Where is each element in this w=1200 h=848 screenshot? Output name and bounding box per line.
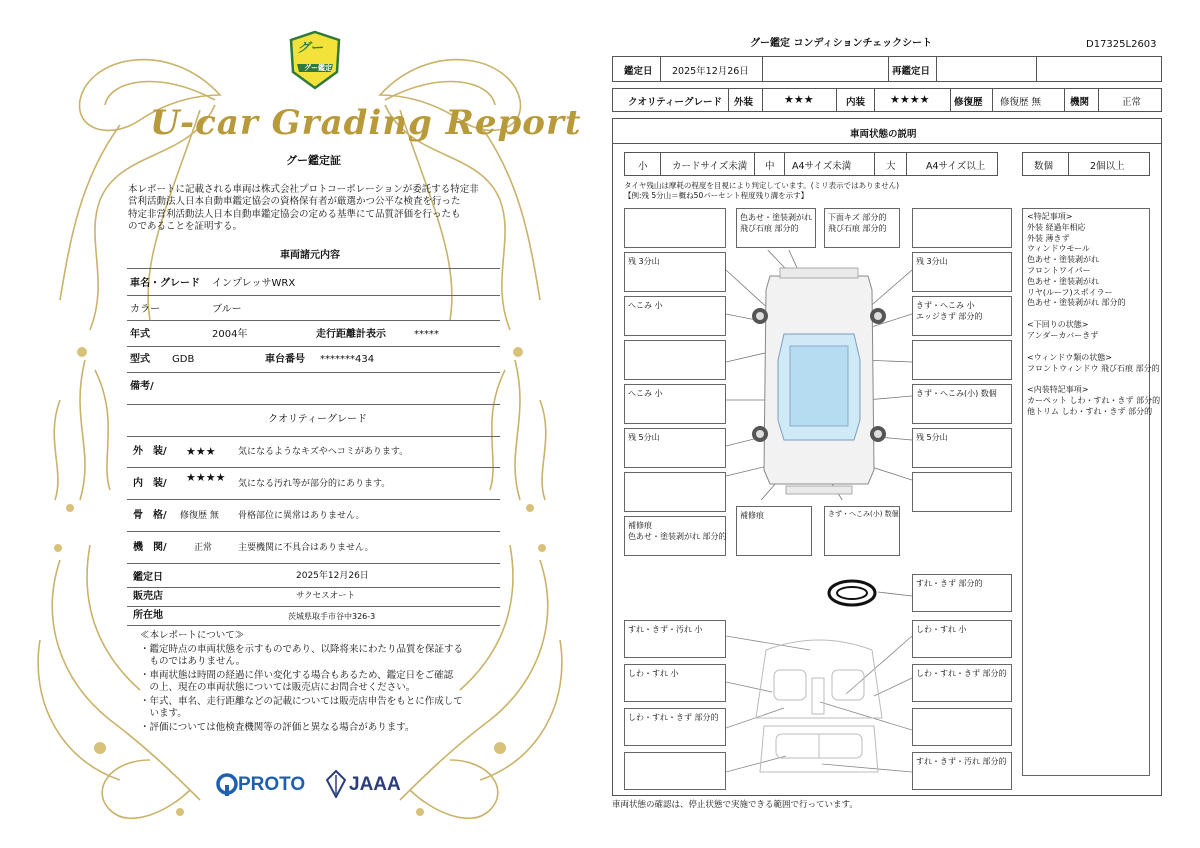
badge-label: グー鑑定 <box>304 64 332 72</box>
exterior-note-box <box>912 472 1012 512</box>
divider <box>127 372 500 373</box>
special-notes-box <box>1022 208 1161 776</box>
note-text: 残 3分山 <box>916 257 948 266</box>
divider <box>950 88 951 112</box>
exterior-label: 外 装/ <box>133 446 167 457</box>
engine-value: 正常 <box>194 543 213 553</box>
special-note-line: 色あせ・塗装剥がれ <box>1027 255 1099 265</box>
divider <box>1064 88 1065 112</box>
exterior-note-box <box>624 340 726 380</box>
car-interior-diagram <box>726 622 912 790</box>
appraisal-date-label: 鑑定日 <box>624 66 653 77</box>
certificate-subtitle: グー鑑定証 <box>286 154 341 167</box>
exterior-note-box <box>912 428 1012 468</box>
interior-note-box <box>624 752 726 790</box>
note-text: へこみ 小 <box>628 389 663 398</box>
repair-history-label: 修復歴 <box>954 97 983 108</box>
interior-note-box <box>912 708 1012 746</box>
divider <box>127 606 500 607</box>
state-heading: 車両状態の説明 <box>850 129 917 140</box>
mileage-label: 走行距離計表示 <box>316 329 386 340</box>
note-text: しわ・すれ・きず 部分的 <box>628 713 719 722</box>
special-note-line: 外装 経過年相応 <box>1027 222 1086 232</box>
exterior-note-box <box>824 506 900 556</box>
legend-count-desc: 2個以上 <box>1090 161 1125 172</box>
exterior-note-box <box>912 208 1012 248</box>
exterior-note-box <box>736 208 816 248</box>
engine-label: 機 関/ <box>133 542 167 553</box>
exterior-note-box <box>624 384 726 424</box>
engine-label: 機関 <box>1070 97 1090 108</box>
note-text: 色あせ・塗装剥がれ <box>740 213 812 222</box>
divider <box>888 56 889 82</box>
divider <box>127 563 500 564</box>
note-text: 残 5分山 <box>628 433 660 442</box>
quality-heading: クオリティーグレード <box>268 414 367 425</box>
divider <box>612 143 1162 144</box>
divider <box>762 56 763 82</box>
certificate-title: U-car Grading Report <box>150 103 582 143</box>
intro-line: のであることを証明する。 <box>128 221 243 233</box>
note-text: しわ・すれ・きず 部分的 <box>916 669 1007 678</box>
divider <box>127 295 500 296</box>
special-note-line: リヤ(ルーフ)スポイラー <box>1027 287 1113 297</box>
note-line: ・鑑定時点の車両状態を示すものであり、以降将来にわたり品質を保証する <box>140 644 464 655</box>
interior-note-box <box>624 620 726 658</box>
note-text: 色あせ・塗装剥がれ 部分的 <box>628 532 727 542</box>
divider <box>728 88 729 112</box>
frame-label: 骨 格/ <box>133 510 167 521</box>
exterior-note-box <box>624 208 726 248</box>
special-note-line: 他トリム しわ・すれ・きず 部分的 <box>1027 406 1153 416</box>
intro-line: 特定非営利活動法人日本自動車鑑定協会の定める基準にて品質評価を行ったも <box>128 208 461 220</box>
spacer <box>1027 309 1145 320</box>
legend-large: 大 <box>886 161 896 172</box>
interior-note-box <box>624 708 726 746</box>
dealer-name: サクセスオート <box>296 591 356 601</box>
exterior-note-box <box>624 252 726 292</box>
note-line: ・年式、車名、走行距離などの記載については販売店申告をもとに作成して <box>140 696 463 707</box>
exterior-description: 気になるようなキズやヘコミがあります。 <box>238 447 409 457</box>
divider <box>1068 152 1069 176</box>
engine-description: 主要機関に不具合はありません。 <box>238 543 374 553</box>
document-id: D17325L2603 <box>1086 39 1157 50</box>
special-note-line: ウィンドウモール <box>1027 244 1091 254</box>
year-value: 2004年 <box>212 329 248 340</box>
jaaa-logo-icon <box>326 770 346 798</box>
special-note-line: <特記事項> <box>1027 212 1073 221</box>
divider <box>906 152 907 176</box>
exterior-note-box <box>624 472 726 512</box>
divider <box>127 467 500 468</box>
tire-example-note: 【例:残 5分山＝概ね50パーセント程度残り溝を示す】 <box>624 191 809 200</box>
location-value: 茨城県取手市谷中326-3 <box>288 612 376 621</box>
special-note-line: <内装特記事項> <box>1027 385 1089 395</box>
condition-check-sheet <box>600 0 1200 848</box>
note-line: ・評価については他検査機関等の評価と異なる場合があります。 <box>140 722 415 733</box>
special-note-line: アンダーカバーきず <box>1027 330 1099 340</box>
badge-logo-text: グー <box>297 41 324 56</box>
note-text: 飛び石痕 部分的 <box>740 224 799 234</box>
divider <box>127 531 500 532</box>
divider <box>127 268 500 269</box>
note-text: 補修痕 <box>628 521 652 530</box>
special-note-line: <下回りの状態> <box>1027 320 1089 330</box>
divider <box>127 346 500 347</box>
remarks-label: 備考/ <box>130 381 154 392</box>
interior-label: 内 装/ <box>133 478 167 489</box>
note-text: 残 3分山 <box>628 257 660 266</box>
spacer <box>1027 374 1145 385</box>
color-label: カラー <box>130 304 160 315</box>
exterior-note-box <box>912 384 1012 424</box>
interior-note-box <box>912 620 1012 658</box>
goo-appraisal-badge-icon <box>287 30 343 92</box>
dealer-label: 販売店 <box>133 591 163 602</box>
divider <box>836 88 837 112</box>
exterior-note-box <box>912 340 1012 380</box>
note-text: きず・へこみ 小 <box>916 301 975 310</box>
mileage-value: ***** <box>414 329 439 340</box>
divider <box>1098 88 1099 112</box>
divider <box>660 56 661 82</box>
steering-wheel-icon <box>826 578 878 608</box>
divider <box>127 404 500 405</box>
proto-logo-icon <box>216 773 238 797</box>
note-text: きず・へこみ(小) 数個 <box>916 389 997 398</box>
note-text: しわ・すれ 小 <box>916 625 967 634</box>
divider <box>784 152 785 176</box>
legend-mid: 中 <box>765 161 775 172</box>
interior-note-box <box>624 664 726 702</box>
note-text: しわ・すれ 小 <box>628 669 679 678</box>
model-label: 型式 <box>130 354 150 365</box>
frame-description: 骨格部位に異常はありません。 <box>238 511 365 521</box>
year-label: 年式 <box>130 329 150 340</box>
divider <box>127 625 500 626</box>
legend-small: 小 <box>638 161 648 172</box>
repair-history-value: 修復歴 無 <box>1000 97 1042 108</box>
notes-heading: ≪本レポートについて≫ <box>140 630 245 641</box>
legend-mid-desc: A4サイズ未満 <box>792 161 852 172</box>
sheet-footer-note: 車両状態の確認は、停止状態で実施できる範囲で行っています。 <box>612 800 858 810</box>
car-exterior-diagram <box>726 250 912 500</box>
note-text: 残 5分山 <box>916 433 948 442</box>
note-text: 飛び石痕 部分的 <box>828 224 887 234</box>
spacer <box>1027 342 1145 353</box>
divider <box>660 152 661 176</box>
exterior-note-box <box>912 296 1012 336</box>
leader-line <box>878 590 914 598</box>
divider <box>992 88 993 112</box>
frame-value: 修復歴 無 <box>180 511 219 521</box>
exterior-note-box <box>824 208 900 248</box>
note-text: 補修痕 <box>740 511 764 520</box>
jaaa-logo-text: JAAA <box>349 774 401 795</box>
note-text: へこみ 小 <box>628 301 663 310</box>
note-text: すれ・きず 部分的 <box>916 579 983 588</box>
sheet-title: グー鑑定 コンディションチェックシート <box>750 38 933 49</box>
divider <box>754 152 755 176</box>
special-note-line: <ウィンドウ類の状態> <box>1027 352 1112 362</box>
chassis-value: *******434 <box>320 354 375 365</box>
divider <box>1036 56 1037 82</box>
exterior-stars: ★★★ <box>784 93 814 106</box>
interior-label: 内装 <box>846 97 866 108</box>
special-note-line: 色あせ・塗装剥がれ <box>1027 276 1099 286</box>
special-note-line: フロントワイパー <box>1027 265 1091 275</box>
special-note-line: 色あせ・塗装剥がれ 部分的 <box>1027 298 1126 308</box>
appraisal-date: 2025年12月26日 <box>296 571 369 581</box>
legend-large-desc: A4サイズ以上 <box>926 161 986 172</box>
spec-heading: 車両諸元内容 <box>280 250 340 261</box>
tire-note: タイヤ残山は摩耗の程度を目視により判定しています。(ミリ表示ではありません) <box>624 181 900 190</box>
color-value: ブルー <box>212 304 242 315</box>
note-line: の上、現在の車両状態については販売店にお問合せください。 <box>140 682 416 693</box>
appraisal-date: 2025年12月26日 <box>672 66 749 77</box>
exterior-label: 外装 <box>734 97 754 108</box>
certificate-intro <box>128 184 498 233</box>
location-label: 所在地 <box>133 610 163 621</box>
special-note-line: 外装 薄きず <box>1027 233 1070 243</box>
exterior-note-box <box>624 516 726 556</box>
note-text: 下面キズ 部分的 <box>828 213 887 222</box>
note-line: います。 <box>140 708 187 719</box>
special-note-line: カーペット しわ・すれ・きず 部分的 <box>1027 396 1161 406</box>
divider <box>127 320 500 321</box>
reappraisal-date-label: 再鑑定日 <box>892 66 931 77</box>
special-note-line: フロントウィンドウ 飛び石痕 部分的 <box>1027 363 1160 373</box>
interior-stars: ★★★★ <box>890 93 930 106</box>
divider <box>874 152 875 176</box>
interior-stars: ★★★★ <box>186 471 226 484</box>
exterior-note-box <box>912 252 1012 292</box>
note-text: エッジきず 部分的 <box>916 312 983 322</box>
exterior-note-box <box>624 296 726 336</box>
vehicle-name: インプレッサWRX <box>212 278 296 289</box>
interior-note-box <box>912 752 1012 790</box>
vehicle-name-label: 車名・グレード <box>130 278 200 289</box>
divider <box>762 88 763 112</box>
note-text: すれ・きず・汚れ 小 <box>628 625 703 634</box>
note-line: ・車両状態は時間の経過に伴い変化する場合もあるため、鑑定日をご確認 <box>140 670 454 681</box>
interior-description: 気になる汚れ等が部分的にあります。 <box>238 479 391 489</box>
chassis-label: 車台番号 <box>265 354 305 365</box>
exterior-note-box <box>624 428 726 468</box>
divider <box>874 88 875 112</box>
divider <box>936 56 937 82</box>
legend-small-desc: カードサイズ未満 <box>672 161 748 172</box>
note-text: すれ・きず・汚れ 部分的 <box>916 757 1007 766</box>
exterior-stars: ★★★ <box>186 445 216 458</box>
model-value: GDB <box>172 354 195 365</box>
appraisal-date-label: 鑑定日 <box>133 572 163 583</box>
engine-value: 正常 <box>1122 97 1142 108</box>
note-text: きず・へこみ(小) 数個 <box>828 510 899 518</box>
interior-note-box <box>912 664 1012 702</box>
interior-note-box <box>912 574 1012 612</box>
divider <box>127 499 500 500</box>
exterior-note-box <box>736 506 812 556</box>
note-line: ものではありません。 <box>140 656 246 667</box>
divider <box>127 436 500 437</box>
intro-line: 本レポートに記載される車両は株式会社プロトコーポレーションが委託する特定非 <box>128 184 479 195</box>
legend-count: 数個 <box>1034 161 1054 172</box>
certificate-notes <box>140 630 500 740</box>
proto-logo-text: PROTO <box>238 774 306 795</box>
quality-grade-label: クオリティーグレード <box>628 97 723 108</box>
intro-line: 営利活動法人日本自動車鑑定協会の資格保有者が厳選かつ公平な検査を行った <box>128 196 461 208</box>
divider <box>127 587 500 588</box>
